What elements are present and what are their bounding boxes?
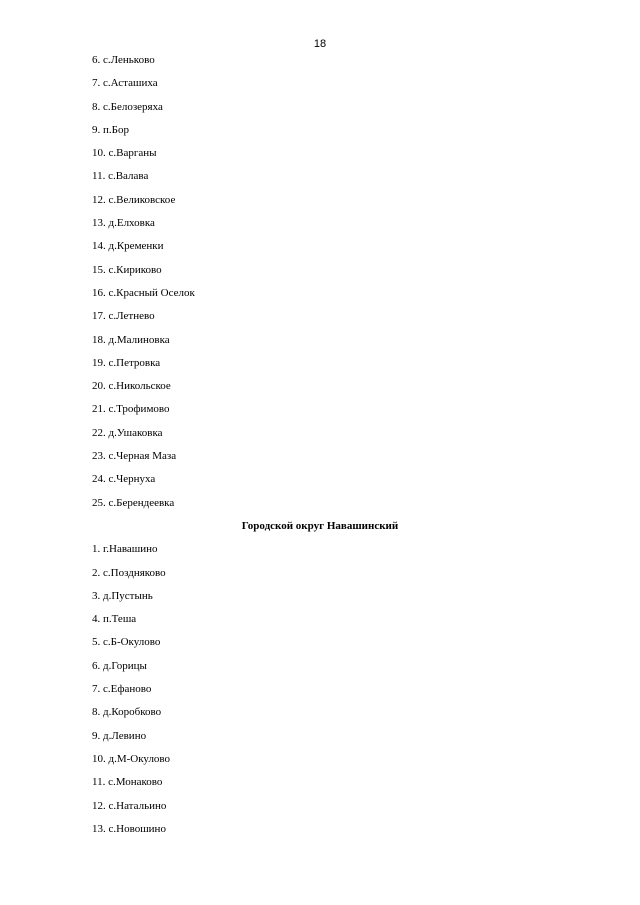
list-item: 16. с.Красный Оселок [92, 286, 195, 299]
list-item: 12. с.Великовское [92, 193, 176, 206]
list-item: 8. с.Белозеряха [92, 100, 163, 113]
list-item: 9. д.Левино [92, 729, 147, 742]
list-item: 11. с.Монаково [92, 776, 163, 789]
list-item: 9. п.Бор [92, 123, 129, 136]
list-item: 3. д.Пустынь [92, 589, 153, 602]
list-item: 11. с.Валава [92, 170, 149, 183]
list-item: 17. с.Летнево [92, 310, 155, 323]
list-item: 6. д.Горицы [92, 659, 147, 672]
list-item: 7. с.Асташиха [92, 77, 158, 90]
list-item: 12. с.Натальино [92, 799, 167, 812]
list-item: 15. с.Кириково [92, 263, 162, 276]
list-item: 13. д.Елховка [92, 217, 155, 230]
list-item: 21. с.Трофимово [92, 403, 170, 416]
list-item: 6. с.Леньково [92, 54, 155, 66]
list-item: 20. с.Никольское [92, 380, 171, 393]
list-item: 10. с.Варганы [92, 147, 157, 160]
list-item: 13. с.Новошино [92, 822, 166, 835]
settlement-list [92, 52, 548, 844]
list-item: 18. д.Малиновка [92, 333, 170, 346]
list-item: 2. с.Поздняково [92, 566, 166, 579]
list-item: 24. с.Чернуха [92, 473, 156, 486]
list-item: 22. д.Ушаковка [92, 426, 163, 439]
list-item: 8. д.Коробково [92, 706, 162, 719]
list-item: 14. д.Кременки [92, 240, 164, 253]
list-item: 10. д.М-Окулово [92, 752, 171, 765]
list-item: 1. г.Навашино [92, 543, 158, 556]
section-heading: Городской округ Навашинский [241, 519, 399, 532]
list-item: 23. с.Черная Маза [92, 450, 177, 463]
list-item: 19. с.Петровка [92, 356, 161, 369]
page-number: 18 [313, 38, 327, 50]
list-item: 5. с.Б-Окулово [92, 636, 161, 649]
list-item: 25. с.Берендеевка [92, 496, 175, 509]
list-item: 4. п.Теша [92, 613, 137, 626]
list-item: 7. с.Ефаново [92, 683, 152, 696]
